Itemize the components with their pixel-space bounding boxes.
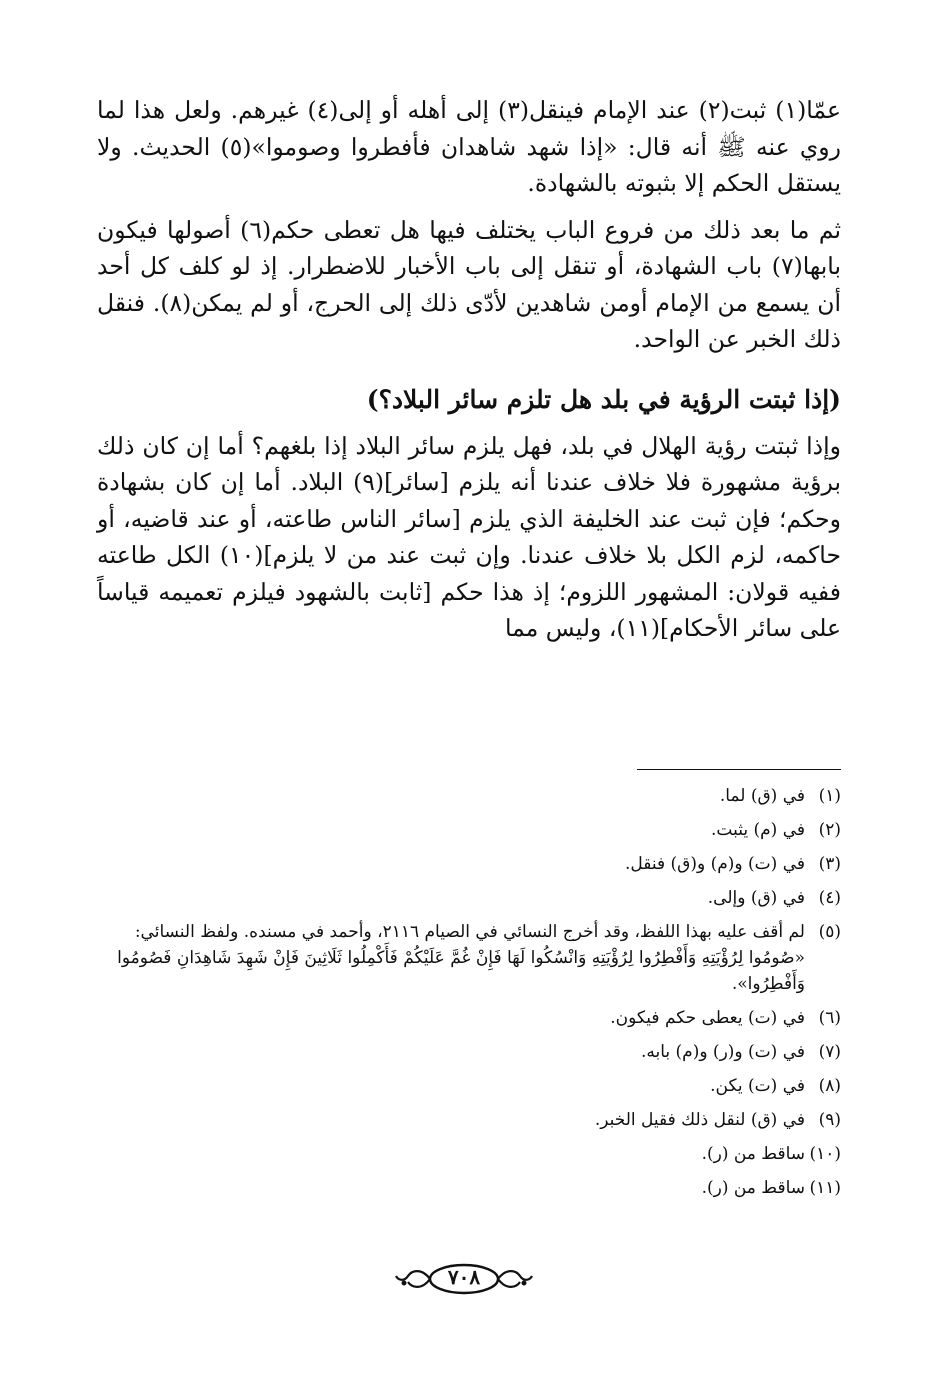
footnote-text: في (ت) و(م) و(ق) فنقل. — [625, 854, 805, 874]
page-number-ornament — [394, 1258, 534, 1300]
footnote-9 — [97, 1103, 841, 1137]
footnote-number: (١٠) — [809, 1144, 841, 1164]
footnote-divider — [637, 769, 841, 770]
footnote-text: في (ق) لنقل ذلك فقيل الخبر. — [594, 1110, 805, 1130]
footnote-number: (٦) — [818, 1008, 841, 1028]
section-heading: (إذا ثبتت الرؤية في بلد هل تلزم سائر البلاد؟) — [366, 384, 841, 414]
footnote-number: (١١) — [809, 1178, 841, 1198]
footnote-number: (٣) — [818, 854, 841, 874]
footnote-text: في (م) يثبت. — [711, 820, 805, 840]
footnote-text: في (ق) وإلى. — [707, 888, 805, 908]
footnote-text: ساقط من (ر). — [701, 1144, 805, 1164]
main-text — [97, 92, 841, 647]
footnote-1 — [97, 779, 841, 813]
footnote-text: في (ت) و(ر) و(م) بابه. — [640, 1042, 805, 1062]
footnote-8 — [97, 1069, 841, 1103]
paragraph-2: ثم ما بعد ذلك من فروع الباب يختلف فيها هل تعطى حكم(٦) أصولها فيكون بابها(٧) باب الشهادة، أو تنقل إلى باب الأخبار للاضطرار. إذ لو كلف كل أحد أن يسمع من الإمام أومن شاهدين لأدّى ذلك إلى الحرج، أو لم يمكن(٨). فنقل ذلك الخبر عن الواحد. — [97, 215, 842, 353]
footnote-number: (٥) — [818, 922, 841, 942]
footnote-number: (٧) — [818, 1042, 841, 1062]
footnote-number: (٤) — [818, 888, 841, 908]
footnote-text: ساقط من (ر). — [701, 1178, 805, 1198]
footnote-number: (٢) — [818, 820, 841, 840]
footnote-3 — [97, 847, 841, 881]
footnote-2 — [97, 813, 841, 847]
footnote-text: في (ت) يكن. — [710, 1076, 805, 1096]
footnote-text: لم أقف عليه بهذا اللفظ، وقد أخرج النسائي في الصيام ٢١١٦، وأحمد في مسنده. ولفظ النسائي: «صُومُوا لِرُؤْيَتِهِ وَأَفْطِرُوا لِرُؤْيَتِهِ وَانْسُكُوا لَهَا فَإِنْ غُمَّ عَلَيْكُمْ فَأَكْمِلُوا ثَلَاثِينَ فَإِنْ شَهِدَ شَاهِدَانِ فَصُومُوا وَأَفْطِرُوا». — [117, 922, 805, 994]
page-number: ٧٠٨ — [447, 1265, 481, 1289]
footnotes — [97, 779, 841, 1205]
footnote-5 — [97, 915, 841, 997]
footnote-6 — [97, 1001, 841, 1035]
footnote-7 — [97, 1035, 841, 1069]
footnote-number: (٩) — [818, 1110, 841, 1130]
footnote-text: في (ت) يعطى حكم فيكون. — [610, 1008, 805, 1028]
footnote-text: في (ق) لما. — [719, 786, 805, 806]
footnote-number: (٨) — [818, 1076, 841, 1096]
paragraph-3: وإذا ثبتت رؤية الهلال في بلد، فهل يلزم سائر البلاد إذا بلغهم؟ أما إن كان ذلك برؤية مشهورة فلا خلاف عندنا أنه يلزم [سائر](٩) البلاد. أما إن كان بشهادة وحكم؛ فإن ثبت عند الخليفة الذي يلزم [سائر الناس طاعته، أو عند قاضيه، أو حاكمه، لزم الكل بلا خلاف عندنا. وإن ثبت عند من لا يلزم](١٠) الكل طاعته ففيه قولان: المشهور اللزوم؛ إذ هذا حكم [ثابت بالشهود فيلزم تعميمه قياساً على سائر الأحكام](١١)، وليس مما — [97, 431, 841, 642]
footnote-11 — [97, 1171, 841, 1205]
footnote-10 — [97, 1137, 841, 1171]
paragraph-1: عمّا(١) ثبت(٢) عند الإمام فينقل(٣) إلى أهله أو إلى(٤) غيرهم. ولعل هذا لما روي عنه ﷺ أنه قال: «إذا شهد شاهدان فأفطروا وصوموا»(٥) الحديث. ولا يستقل الحكم إلا بثبوته بالشهادة. — [97, 96, 842, 197]
footnote-number: (١) — [818, 786, 841, 806]
footnote-4 — [97, 881, 841, 915]
